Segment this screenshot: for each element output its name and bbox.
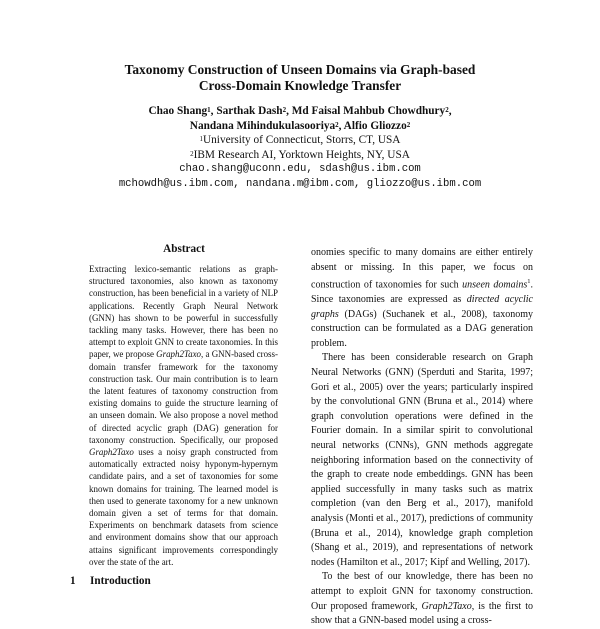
section-number: 1: [70, 575, 76, 587]
title-line-1: Taxonomy Construction of Unseen Domains via Graph-based: [124, 62, 476, 77]
affiliation-marker: 2: [190, 149, 194, 158]
section-title: Introduction: [90, 575, 151, 587]
paper-title: [60, 62, 540, 94]
affiliation-marker: 2: [335, 120, 339, 129]
abstract-text: Extracting lexico-semantic relations as graph-structured taxonomies, also known as taxonomy construction, has been beneficial in a variety of NLP applications. Recently Graph Neural Network (GNN) has shown to be powerful in successfully tackling many tasks. However, there has been no attempt to exploit GNN to create taxonomies. In this paper, we propose Graph2Taxo, a GNN-based cross-domain transfer framework for the taxonomy construction task. Our main contribution is to learn the latent features of taxonomy construction from existing domains to guide the structure learning of an unseen domain. We also propose a novel method of directed acyclic graph (DAG) generation for taxonomy construction. Specifically, our proposed Graph2Taxo uses a noisy graph constructed from automatically extracted noisy hyponym-hypernym candidate pairs, and a set of taxonomies for some known domains for training. The learned model is then used to generate taxonomy for a new unknown domain given a set of terms for that domain. Experiments on benchmark datasets from science and environment domains show that our approach attains significant improvements correspondingly over the state of the art.: [89, 264, 278, 567]
affiliation-marker: 2: [445, 106, 449, 114]
method-name: Graph2Taxo: [89, 447, 134, 458]
author-name: Sarthak Dash: [216, 105, 283, 117]
affiliation-1: $^1$University of Connecticut, Storrs, CT, USA: [199, 134, 401, 147]
abstract-heading: Abstract: [163, 243, 205, 255]
body-paragraph: There has been considerable research on Graph Neural Networks (GNN) (Sperduti and Starita, 1997; Gori et al., 2005) over the years; particularly inspired by the convolutional GNN (Bruna et al., 2014) where graph convolution operations were defined in the Fourier domain. In a similar spirit to convolutional neural networks (CNNs), GNN methods aggregate neighboring information based on the connectivity of the graph to create node embeddings. GNN has been applied successfully in many tasks such as matrix completion (van den Berg et al., 2017), manifold analysis (Monti et al., 2017), predictions of community (Bruna et al., 2014), knowledge graph completion (Shang et al., 2019), and representations of network nodes (Hamilton et al., 2017; Kipf and Welling, 2017).: [311, 352, 533, 568]
affiliation-marker: 1: [199, 135, 203, 144]
body-paragraph: onomies specific to many domains are either entirely absent or missing. In this paper, we focus on construction of taxonomies for such unseen domains$^1$. Since taxonomies are expressed as directed acyclic graphs (DAGs) (Suchanek et al., 2008), taxonomy construction can be formulated as a DAG generation problem.: [311, 247, 533, 349]
footnote-marker: 1: [527, 278, 531, 286]
method-name: Graph2Taxo: [156, 349, 202, 360]
author-name: Md Faisal Mahbub Chowdhury: [291, 105, 446, 117]
section-heading-introduction: [70, 575, 151, 587]
author-name: Chao Shang: [148, 105, 208, 117]
author-line-1: Chao Shang$^1$, Sarthak Dash$^2$, Md Faisal Mahbub Chowdhury$^2$,: [148, 105, 452, 117]
email-line-2: mchowdh@us.ibm.com, nandana.m@ibm.com, gliozzo@us.ibm.com: [118, 177, 482, 190]
title-line-2: Cross-Domain Knowledge Transfer: [198, 78, 402, 93]
email-line-1: chao.shang@uconn.edu, sdash@us.ibm.com: [179, 163, 421, 176]
affiliation-2: $^2$IBM Research AI, Yorktown Heights, NY, USA: [190, 148, 410, 161]
author-name: Alfio Gliozzo: [343, 119, 407, 132]
author-name: Nandana Mihindukulasooriya: [189, 119, 336, 132]
right-column: [311, 246, 533, 629]
author-block: [40, 104, 560, 192]
affiliation-marker: 2: [406, 120, 411, 129]
method-name: Graph2Taxo: [421, 600, 472, 612]
affiliation-marker: 2: [282, 106, 287, 114]
author-line-2: Nandana Mihindukulasooriya$^2$, Alfio Gliozzo$^2$: [189, 119, 411, 132]
affiliation-marker: 1: [207, 106, 211, 114]
body-paragraph: To the best of our knowledge, there has been no attempt to exploit GNN for taxonomy construction. Our proposed framework, Graph2Taxo, is the first to show that a GNN-based model using a cross-: [311, 571, 533, 627]
